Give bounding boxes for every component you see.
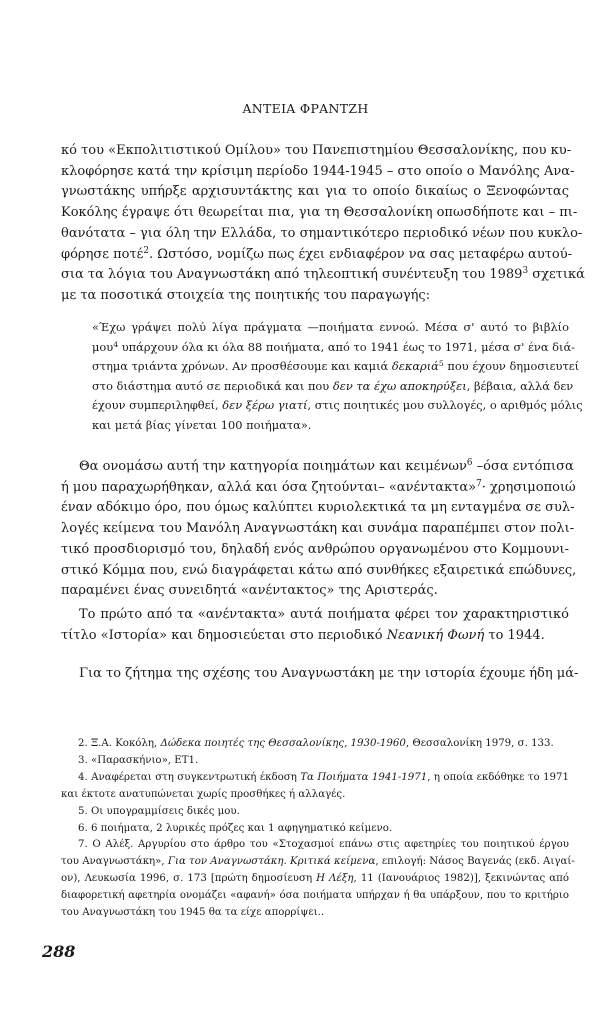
quote-line: στημα τριάντα χρόνων. Αν προσθέσουμε και καμιά δεκαριά$^5$ που έχουν δημοσιευτεί bbox=[92, 358, 580, 374]
footnote-continuation: και έκτοτε ανατυπώνεται χωρίς προσθήκες ή αλλαγές. bbox=[61, 788, 346, 800]
footnote-ref: 4 bbox=[113, 339, 119, 349]
text-line: στικό Κόμμα που, ενώ διαγράφεται κάτω από συνθήκες εξαιρετικά επώδυνες, bbox=[61, 562, 577, 578]
footnote-continuation: διαφορετική αφετηρία ονομάζει «αφανή» όσα ποιήματα υπήρχαν ή θα υπάρξουν, που το κριτήριο bbox=[61, 890, 569, 902]
footnote: 7. Ο Αλέξ. Αργυρίου στο άρθρο του «Στοχασμοί επάνω στις αφετηρίες του ποιητικού έργου bbox=[78, 839, 569, 851]
text-line: Για το ζήτημα της σχέσης του Αναγνωστάκη με την ιστορία έχουμε ήδη μά- bbox=[79, 666, 579, 681]
text-line: έναν αδόκιμο όρο, που όμως καλύπτει κυριολεκτικά τα μη ενταγμένα σε συλ- bbox=[61, 500, 575, 516]
text-line: Το πρώτο από τα «ανέντακτα» αυτά ποιήματα φέρει τον χαρακτηριστικό bbox=[79, 607, 569, 622]
quote-line: και μετά βίας γίνεται 100 ποιήματα». bbox=[92, 417, 312, 432]
footnote-ref: 5 bbox=[438, 358, 444, 368]
footnote-continuation: ον), Λευκωσία 1996, σ. 173 [πρώτη δημοσίευση Η Λέξη, 11 (Ιανουάριος 1982)], ξεκινώντας από bbox=[61, 873, 569, 885]
footnote-ref: 2 bbox=[143, 245, 150, 256]
text-line: τικό προσδιορισμό του, δηλαδή ενός ανθρώπου οργανωμένου στο Κομμουνι- bbox=[61, 541, 569, 557]
quote-line: έχουν συμπεριληφθεί, δεν ξέρω γιατί, στις ποιητικές μου συλλογές, ο αριθμός μόλις bbox=[92, 398, 583, 413]
footnote: 4. Αναφέρεται στη συγκεντρωτική έκδοση Τα Ποιήματα 1941-1971, η οποία εκδόθηκε το 1971 bbox=[78, 771, 569, 783]
footnote: 6. 6 ποιήματα, 2 λυρικές πρόζες και 1 αφηγηματικό κείμενο. bbox=[78, 822, 393, 834]
text-line: γνωστάκης υπήρξε αρχισυντάκτης και για το οποίο δικαίως ο Ξενοφώντας bbox=[61, 184, 569, 200]
page-number: 288 bbox=[42, 942, 76, 961]
paragraph-3 bbox=[61, 605, 569, 646]
text-line: σια τα λόγια του Αναγνωστάκη από τηλεοπτική συνέντευξη του 1989$^3$ σχετικά bbox=[61, 266, 585, 283]
running-head: ΑΝΤΕΙΑ ΦΡΑΝΤΖΗ bbox=[242, 101, 369, 116]
paragraph-1 bbox=[61, 141, 585, 307]
footnote: 5. Οι υπογραμμίσεις δικές μου. bbox=[78, 805, 240, 817]
footnote-continuation: του Αναγνωστάκη», Για τον Αναγνωστάκη. Κριτικά κείμενα, επιλογή: Νάσος Βαγενάς (εκδ. Αιγαί- bbox=[61, 856, 575, 868]
quote-line: στο διάστημα αυτό σε περιοδικά και που δεν τα έχω αποκηρύξει, βέβαια, αλλά δεν bbox=[92, 378, 574, 393]
quote-line: «Έχω γράψει πολύ λίγα πράγματα —ποιήματα εννοώ. Μέσα σ' αυτό το βιβλίο bbox=[92, 320, 569, 334]
paragraph-4 bbox=[61, 664, 579, 685]
text-line: τίτλο «Ιστορία» και δημοσιεύεται στο περιοδικό Νεανική Φωνή το 1944. bbox=[61, 627, 545, 643]
text-line: κό του «Εκπολιτιστικού Ομίλου» του Πανεπιστημίου Θεσσαλονίκης, που κυ- bbox=[61, 143, 572, 158]
text-line: με τα ποσοτικά στοιχεία της ποιητικής του παραγωγής: bbox=[61, 287, 431, 303]
paragraph-2 bbox=[61, 457, 577, 602]
text-line: Κοκόλης έγραψε ότι θεωρείται πια, για τη Θεσσαλονίκη οπωσδήποτε και – πι- bbox=[61, 205, 578, 221]
footnote: 2. Ξ.Α. Κοκόλη, Δώδεκα ποιητές της Θεσσαλονίκης, 1930-1960, Θεσσαλονίκη 1979, σ. 133. bbox=[78, 738, 554, 749]
text-line: λογές κείμενα του Μανόλη Αναγνωστάκη και συνάμα παραπέμπει στον πολι- bbox=[61, 521, 575, 537]
text-line: Θα ονομάσω αυτή την κατηγορία ποιημάτων και κειμένων$^6$ –όσα εντόπισα bbox=[79, 458, 574, 474]
footnote-ref: 3 bbox=[522, 266, 529, 277]
text-line: ή μου παραχωρήθηκαν, αλλά και όσα ζητούνται– «ανέντακτα»$^7$· χρησιμοποιώ bbox=[61, 478, 576, 495]
block-quote bbox=[92, 318, 583, 436]
text-line: κλοφόρησε κατά την κρίσιμη περίοδο 1944-1945 – στο οποίο ο Μανόλης Ανα- bbox=[61, 163, 575, 179]
text-line: παραμένει ένας συνειδητά «ανέντακτος» της Αριστεράς. bbox=[61, 583, 438, 599]
footnote-ref: 6 bbox=[466, 458, 473, 469]
text-line: θανότατα – για όλη την Ελλάδα, το σημαντικότερο περιοδικό νέων που κυκλο- bbox=[61, 225, 583, 241]
text-line: φόρησε ποτέ$^2$. Ωστόσο, νομίζω πως έχει ενδιαφέρον να σας μεταφέρω αυτού- bbox=[61, 245, 573, 262]
footnote-continuation: του Αναγνωστάκη του 1945 θα τα είχε απορρίψει.. bbox=[61, 907, 325, 919]
footnote-ref: 7 bbox=[476, 478, 482, 489]
footnote: 3. «Παρασκήνιο», ΕΤ1. bbox=[78, 754, 199, 766]
footnotes bbox=[61, 736, 575, 922]
quote-line: μου$^4$ υπάρχουν όλα κι όλα 88 ποιήματα, από το 1941 έως το 1971, μέσα σ' ένα διά- bbox=[92, 339, 576, 354]
